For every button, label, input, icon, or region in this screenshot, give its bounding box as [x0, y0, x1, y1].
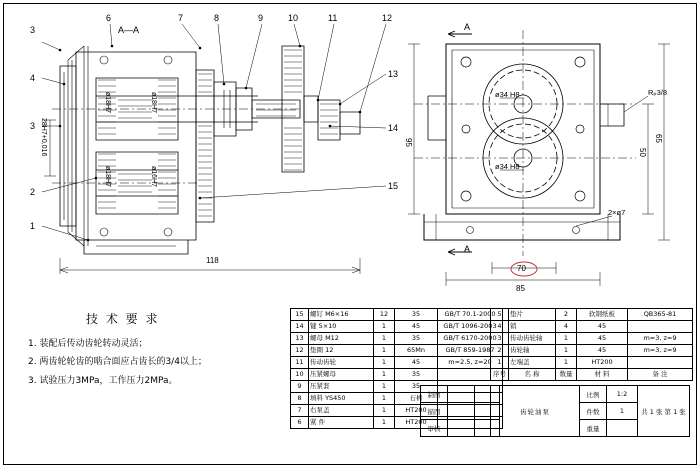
- dim-2xhole7: 2×ø7: [608, 208, 626, 217]
- dim-shaft-d: ø16H7: [150, 166, 157, 188]
- dim-height-95: 95: [404, 138, 413, 147]
- sig-date-2: [475, 403, 500, 420]
- callout-4: 4: [30, 73, 36, 83]
- callout-1: 1: [30, 221, 36, 231]
- scale-label: 比例: [580, 386, 607, 403]
- dim-gear-d1: ø34 H8: [495, 90, 520, 99]
- callout-3-mid: 3: [30, 121, 36, 131]
- table-row: 9 压紧套 1 35: [291, 381, 503, 393]
- sig-date-3: [475, 420, 500, 437]
- dim-shaft-a: ø18H7: [104, 92, 111, 114]
- table-row: 2 齿轮轴 1 45 m=3, z=9: [491, 345, 693, 357]
- table-row: 5 垫片 2 软钢纸板 QB365-81: [491, 309, 693, 321]
- dim-overall-length: 118: [206, 256, 219, 265]
- dim-width-70: 70: [517, 264, 526, 273]
- sig-name-3: [448, 420, 475, 437]
- callout-12: 12: [382, 13, 393, 23]
- table-row: 7 右泵盖 1 HT200: [291, 405, 503, 417]
- callout-6: 6: [106, 13, 112, 23]
- table-row: 1 左端盖 1 HT200: [491, 357, 693, 369]
- dim-shaft-c: ø18H7: [104, 166, 111, 188]
- sig-label-2: 描图: [421, 403, 448, 420]
- view-arrow-label-top: A: [464, 22, 471, 32]
- dim-thread-rp: Rₚ3/8: [648, 88, 668, 97]
- title-block-row-1: [491, 386, 690, 403]
- tech-item-2: 2. 两齿轮轮齿的啮合面应占齿长的3/4以上；: [28, 357, 207, 368]
- table-row: 15 螺钉 M6×16 12 35 GB/T 70.1-2000: [291, 309, 503, 321]
- signature-row: [421, 403, 500, 420]
- dim-shaft-b: ø18H7: [150, 92, 157, 114]
- part-name: 齿轮油泵: [491, 386, 580, 437]
- signature-row: [421, 420, 500, 437]
- signature-block: [420, 385, 500, 437]
- callout-15: 15: [388, 181, 399, 191]
- weight-label: 重量: [580, 420, 607, 437]
- table-row: 3 传动齿轮轴 1 45 m=3, z=9: [491, 333, 693, 345]
- callout-14: 14: [388, 123, 399, 133]
- tech-title: 技 术 要 求: [86, 312, 160, 326]
- dim-height-50: 50: [638, 148, 647, 157]
- callout-8: 8: [214, 13, 220, 23]
- table-row: 11 传动齿轮 1 45 m=2.5, z=20: [291, 357, 503, 369]
- callout-10: 10: [288, 13, 299, 23]
- dim-bore-tol: 28H7+0.016: [40, 118, 47, 157]
- callout-11: 11: [328, 13, 338, 23]
- sheet-info: 共 1 张 第 1 张: [638, 386, 690, 437]
- table-row: 14 键 5×10 1 45 GB/T 1096-2003: [291, 321, 503, 333]
- table-row: 8 填料 YS450 1 石棉: [291, 393, 503, 405]
- callout-2: 2: [30, 187, 36, 197]
- tech-item-1: 1. 装配后传动齿轮转动灵活；: [28, 339, 148, 349]
- callout-9: 9: [258, 13, 264, 23]
- dim-width-85: 85: [516, 284, 525, 293]
- dim-gear-d2: ø34 H8: [495, 162, 520, 171]
- view-arrow-label-bottom: A: [464, 244, 471, 254]
- table-row: 12 垫圈 12 1 65Mn GB/T 859-1987: [291, 345, 503, 357]
- scale-value: 1:2: [607, 386, 638, 403]
- callout-3-top: 3: [30, 25, 36, 35]
- sig-name-1: [448, 386, 475, 403]
- bom-header-row: 序号 名 称 数量 材 料 备 注: [491, 369, 693, 381]
- table-row: 10 压紧螺母 1 35: [291, 369, 503, 381]
- sig-name-2: [448, 403, 475, 420]
- dim-height-65: 65: [654, 134, 663, 143]
- section-label: A—A: [118, 25, 140, 35]
- technical-requirements: [28, 310, 268, 394]
- sig-label-3: 审核: [421, 420, 448, 437]
- bom-table-right: [490, 308, 693, 381]
- callout-13: 13: [388, 69, 399, 79]
- callout-7: 7: [178, 13, 184, 23]
- weight-value: [607, 420, 638, 437]
- sig-date-1: [475, 386, 500, 403]
- tech-item-3: 3. 试验压力3MPa，工作压力2MPa。: [28, 375, 178, 386]
- table-row: 6 紧 件 1 HT200: [291, 417, 503, 429]
- table-row: 13 螺母 M12 1 35 GB/T 6170-2000: [291, 333, 503, 345]
- table-row: 4 销 4 45: [491, 321, 693, 333]
- qty-label: 件数: [580, 403, 607, 420]
- qty-value: 1: [607, 403, 638, 420]
- signature-row: [421, 386, 500, 403]
- title-block: [490, 385, 690, 437]
- sig-label-1: 制图: [421, 386, 448, 403]
